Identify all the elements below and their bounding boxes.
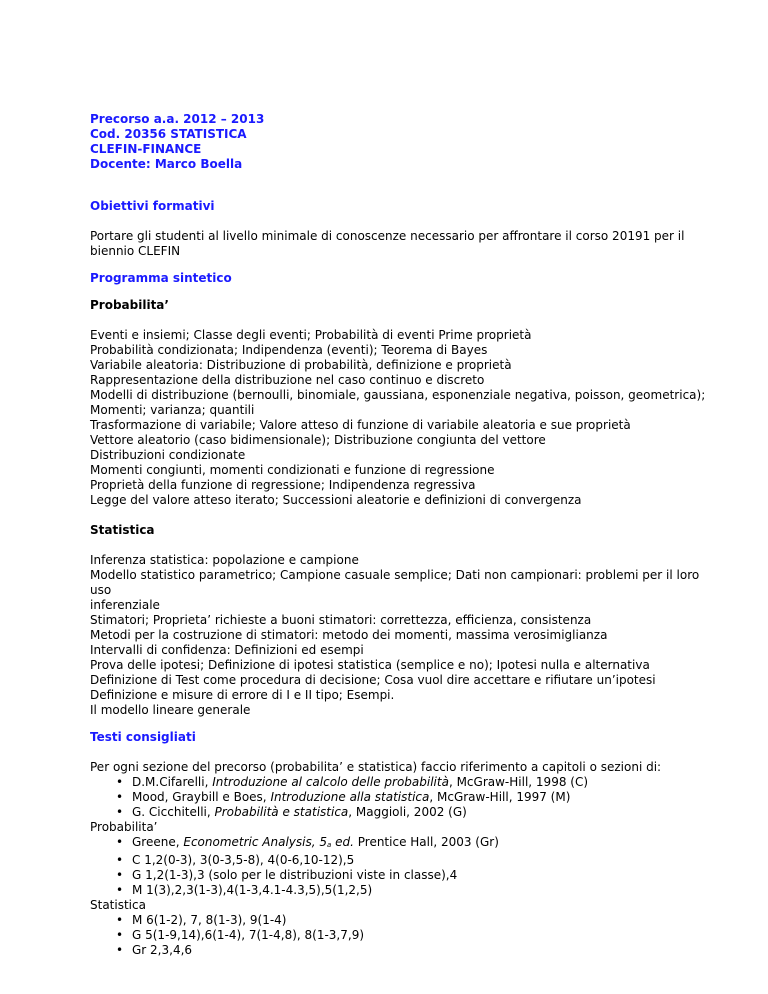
- list-item: • Mood, Graybill e Boes, Introduzione alla statistica, McGraw-Hill, 1997 (M): [116, 790, 571, 804]
- bullet-icon: •: [116, 883, 124, 897]
- list-item: • D.M.Cifarelli, Introduzione al calcolo delle probabilità, McGraw-Hill, 1998 (C): [116, 775, 589, 789]
- stat-label: Statistica: [90, 898, 146, 912]
- topic-line: Il modello lineare generale: [90, 703, 251, 717]
- topic-line: Variabile aleatoria: Distribuzione di probabilità, definizione e proprietà: [90, 358, 512, 372]
- list-item: • Gr 2,3,4,6: [116, 943, 193, 957]
- list-item: • M 6(1-2), 7, 8(1-3), 9(1-4): [116, 913, 287, 927]
- book-title: Econometric Analysis, $5_a$ ed.: [183, 835, 354, 849]
- probabilita-subtitle: Probabilita’: [90, 298, 169, 312]
- topic-line: Definizione di Test come procedura di decisione; Cosa vuol dire accettare e rifiutare un’ipotesi: [90, 673, 656, 687]
- topic-line: Metodi per la costruzione di stimatori: metodo dei momenti, massima verosimiglianza: [90, 628, 608, 642]
- topic-line: Vettore aleatorio (caso bidimensionale); Distribuzione congiunta del vettore: [90, 433, 546, 447]
- course-teacher: Docente: Marco Boella: [90, 157, 243, 171]
- topic-line: Distribuzioni condizionate: [90, 448, 246, 462]
- probabilita-topics: [90, 328, 710, 508]
- list-item: • G 1,2(1-3),3 (solo per le distribuzioni viste in classe),4: [116, 868, 458, 882]
- books-list: [90, 775, 710, 820]
- topic-line: Legge del valore atteso iterato; Successioni aleatorie e definizioni di convergenza: [90, 493, 582, 507]
- obiettivi-text-line-2: biennio CLEFIN: [90, 244, 181, 258]
- prob-label: Probabilita’: [90, 820, 158, 834]
- bullet-icon: •: [116, 835, 124, 849]
- document-body: [90, 112, 710, 958]
- topic-line: Inferenza statistica: popolazione e campione: [90, 553, 359, 567]
- prob-refs-list: [90, 835, 710, 898]
- topic-line: Momenti congiunti, momenti condizionati e funzione di regressione: [90, 463, 495, 477]
- bullet-icon: •: [116, 775, 124, 789]
- topic-line: Momenti; varianza; quantili: [90, 403, 255, 417]
- testi-intro: Per ogni sezione del precorso (probabilita’ e statistica) faccio riferimento a capitoli o sezioni di:: [90, 760, 662, 774]
- book-title: Probabilità e statistica: [214, 805, 349, 819]
- topic-line: Proprietà della funzione di regressione; Indipendenza regressiva: [90, 478, 476, 492]
- bullet-icon: •: [116, 928, 124, 942]
- topic-line: Intervalli di confidenza: Definizioni ed esempi: [90, 643, 364, 657]
- book-title: Introduzione alla statistica: [270, 790, 430, 804]
- bullet-icon: •: [116, 790, 124, 804]
- obiettivi-text-line-1: Portare gli studenti al livello minimale di conoscenze necessario per affrontare il corso 20191 per il: [90, 229, 685, 243]
- topic-line: Modelli di distribuzione (bernoulli, binomiale, gaussiana, esponenziale negativa, poisson, geometrica);: [90, 388, 706, 402]
- list-item: • G. Cicchitelli, Probabilità e statistica, Maggioli, 2002 (G): [116, 805, 467, 819]
- topic-line: Trasformazione di variabile; Valore atteso di funzione di variabile aleatoria e sue proprietà: [90, 418, 631, 432]
- bullet-icon: •: [116, 913, 124, 927]
- list-item: • C 1,2(0-3), 3(0-3,5-8), 4(0-6,10-12),5: [116, 853, 355, 867]
- course-year: Precorso a.a. 2012 – 2013: [90, 112, 265, 126]
- bullet-icon: •: [116, 868, 124, 882]
- list-item: • Greene, Econometric Analysis, $5_a$ ed. Prentice Hall, 2003 (Gr): [116, 835, 499, 849]
- topic-line: Stimatori; Proprieta’ richieste a buoni stimatori: correttezza, efficienza, consistenza: [90, 613, 592, 627]
- statistica-subtitle: Statistica: [90, 523, 155, 537]
- topic-line: Probabilità condizionata; Indipendenza (eventi); Teorema di Bayes: [90, 343, 488, 357]
- bullet-icon: •: [116, 853, 124, 867]
- topic-line: inferenziale: [90, 598, 160, 612]
- book-title: Introduzione al calcolo delle probabilità: [212, 775, 449, 789]
- topic-line: Definizione e misure di errore di I e II tipo; Esempi.: [90, 688, 395, 702]
- topic-line: Rappresentazione della distribuzione nel caso continuo e discreto: [90, 373, 485, 387]
- course-program: CLEFIN-FINANCE: [90, 142, 202, 156]
- stat-refs-list: [90, 913, 710, 958]
- course-code: Cod. 20356 STATISTICA: [90, 127, 247, 141]
- bullet-icon: •: [116, 943, 124, 957]
- testi-title: Testi consigliati: [90, 730, 196, 744]
- statistica-topics: [90, 553, 710, 718]
- topic-line: Prova delle ipotesi; Definizione di ipotesi statistica (semplice e no); Ipotesi nulla e alternativa: [90, 658, 650, 672]
- course-header: [90, 112, 710, 172]
- programma-title: Programma sintetico: [90, 271, 232, 285]
- bullet-icon: •: [116, 805, 124, 819]
- list-item: • M 1(3),2,3(1-3),4(1-3,4.1-4.3,5),5(1,2,5): [116, 883, 373, 897]
- list-item: • G 5(1-9,14),6(1-4), 7(1-4,8), 8(1-3,7,9): [116, 928, 365, 942]
- obiettivi-title: Obiettivi formativi: [90, 199, 215, 213]
- topic-line: Modello statistico parametrico; Campione casuale semplice; Dati non campionari: problemi per il loro uso: [90, 568, 700, 597]
- topic-line: Eventi e insiemi; Classe degli eventi; Probabilità di eventi Prime proprietà: [90, 328, 532, 342]
